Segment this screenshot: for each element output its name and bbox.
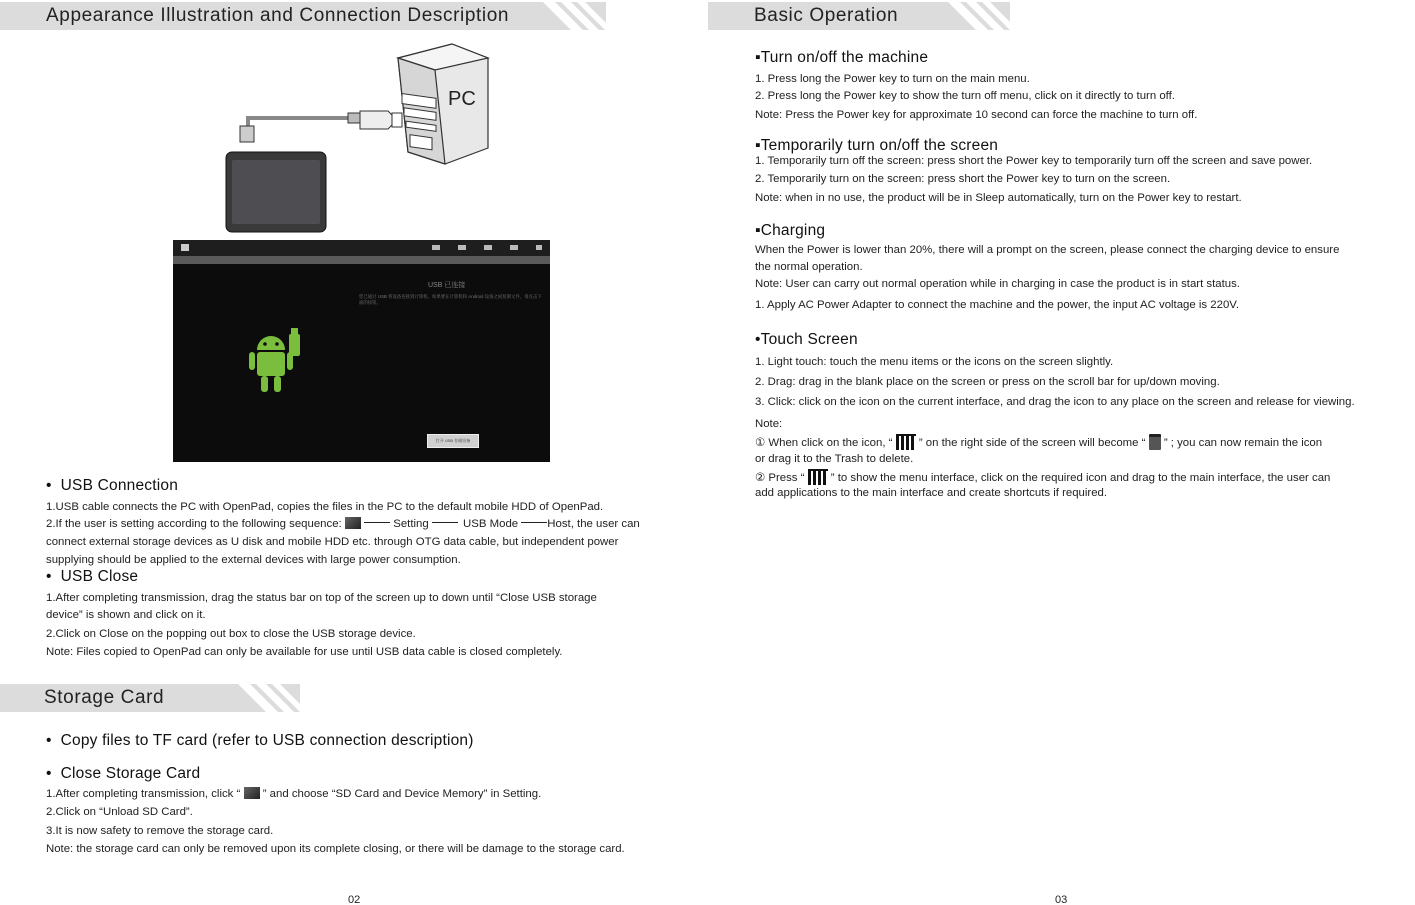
usb-connection-line-1: 1.USB cable connects the PC with OpenPad, copies the files in the PC to the default mobile HDD of OpenPad.	[46, 501, 604, 513]
usb-close-line-1: 1.After completing transmission, drag the status bar on top of the screen up to down until “Close USB storage	[46, 592, 597, 604]
home-icon	[181, 244, 189, 251]
usb-connection-heading: • USB Connection	[46, 477, 179, 494]
banner-stripes	[543, 2, 606, 30]
usb-close-heading: • USB Close	[46, 568, 139, 585]
usb-close-note: Note: Files copied to OpenPad can only be available for use until USB data cable is closed completely.	[46, 646, 563, 658]
touch-note-1-cont: or drag it to the Trash to delete.	[755, 453, 914, 465]
banner-stripes	[238, 684, 300, 712]
page-number-right: 03	[1055, 894, 1068, 905]
touch-note-1: ① When click on the icon, “ ” on the right side of the screen will become “ ” ; you can now remain the icon	[755, 434, 1322, 450]
charging-line-3: 1. Apply AC Power Adapter to connect the machine and the power, the input AC voltage is 220V.	[755, 299, 1239, 311]
page-number-left: 02	[348, 894, 361, 905]
touch-screen-heading: •Touch Screen	[755, 331, 858, 348]
screen-line-1: 1. Temporarily turn off the screen: press short the Power key to temporarily turn off the screen and save power.	[755, 155, 1313, 167]
close-card-note: Note: the storage card can only be removed upon its complete closing, or there will be damage to the storage card.	[46, 843, 625, 855]
usb-connection-line-2: 2.If the user is setting according to the following sequence: Setting USB Mode Host, the user can	[46, 518, 640, 530]
settings-app-icon	[244, 787, 260, 799]
close-storage-card-heading: • Close Storage Card	[46, 765, 201, 782]
usb-close-line-2: device” is shown and click on it.	[46, 609, 206, 621]
menu-grid-icon	[808, 469, 828, 485]
close-card-line-3: 3.It is now safety to remove the storage card.	[46, 825, 274, 837]
touch-line-2: 2. Drag: drag in the blank place on the screen or press on the scroll bar for up/down moving.	[755, 376, 1220, 388]
connection-illustration	[220, 40, 500, 235]
open-usb-storage-label: 打开 USB 存储设备	[435, 438, 471, 443]
usb-connected-title: USB 已连接	[428, 282, 466, 289]
turn-on-off-line-2: 2. Press long the Power key to show the turn off menu, click on it directly to turn off.	[755, 90, 1175, 102]
copy-files-heading: • Copy files to TF card (refer to USB connection description)	[46, 732, 474, 749]
turn-on-off-line-1: 1. Press long the Power key to turn on the main menu.	[755, 73, 1030, 85]
touch-note-2-cont: add applications to the main interface and create shortcuts if required.	[755, 487, 1108, 499]
charging-heading: ▪Charging	[755, 222, 826, 239]
banner-stripes	[948, 2, 1010, 30]
arrow-line	[364, 522, 390, 523]
touch-line-3: 3. Click: click on the icon on the current interface, and drag the icon to any place on the screen and release for viewing.	[755, 396, 1355, 408]
close-card-line-2: 2.Click on “Unload SD Card”.	[46, 806, 193, 818]
basic-operation-title: Basic Operation	[754, 5, 899, 26]
appearance-banner	[0, 2, 606, 30]
arrow-line	[432, 522, 458, 523]
screen-line-2: 2. Temporarily turn on the screen: press short the Power key to turn on the screen.	[755, 173, 1171, 185]
trash-icon	[1149, 434, 1161, 450]
storage-card-banner	[0, 684, 300, 712]
menu-grid-icon	[896, 434, 916, 450]
charging-line-1: When the Power is lower than 20%, there will a prompt on the screen, please connect the charging device to ensure	[755, 244, 1340, 256]
open-usb-storage-button[interactable]	[427, 434, 479, 448]
charging-line-2: the normal operation.	[755, 261, 863, 273]
usb-connection-line-3: connect external storage devices as U disk and mobile HDD etc. through OTG data cable, but independent power	[46, 536, 619, 548]
turn-on-off-heading: ▪Turn on/off the machine	[755, 49, 929, 66]
pc-label: PC	[448, 88, 476, 110]
storage-card-title: Storage Card	[44, 687, 165, 708]
arrow-line	[521, 522, 547, 523]
charging-note: Note: User can carry out normal operation while in charging in case the product is in start status.	[755, 278, 1240, 290]
touch-note-label: Note:	[755, 418, 783, 430]
touch-line-1: 1. Light touch: touch the menu items or the icons on the screen slightly.	[755, 356, 1114, 368]
status-bar	[173, 240, 550, 256]
turn-on-off-note: Note: Press the Power key for approximate 10 second can force the machine to turn off.	[755, 109, 1198, 121]
basic-operation-banner	[708, 2, 1010, 30]
usb-connected-desc: 您已通过 USB 将设备连接到计算机。如果要在计算机和 Android 设备之间复制文件，请点击下面的按钮。	[359, 294, 542, 305]
appearance-title: Appearance Illustration and Connection Description	[46, 5, 510, 26]
screen-heading: ▪Temporarily turn on/off the screen	[755, 137, 999, 154]
close-card-line-1: 1.After completing transmission, click “ ” and choose “SD Card and Device Memory” in Setting.	[46, 788, 542, 800]
settings-app-icon	[345, 517, 361, 529]
usb-close-line-3: 2.Click on Close on the popping out box to close the USB storage device.	[46, 628, 416, 640]
usb-connection-line-4: supplying should be applied to the external devices with large power consumption.	[46, 554, 461, 566]
touch-note-2: ② Press “ ” to show the menu interface, click on the required icon and drag to the main interface, the user can	[755, 469, 1330, 485]
status-icons	[432, 245, 542, 250]
usb-connected-screen	[173, 240, 550, 462]
screen-note: Note: when in no use, the product will be in Sleep automatically, turn on the Power key to restart.	[755, 192, 1242, 204]
android-usb-icon	[245, 328, 305, 398]
